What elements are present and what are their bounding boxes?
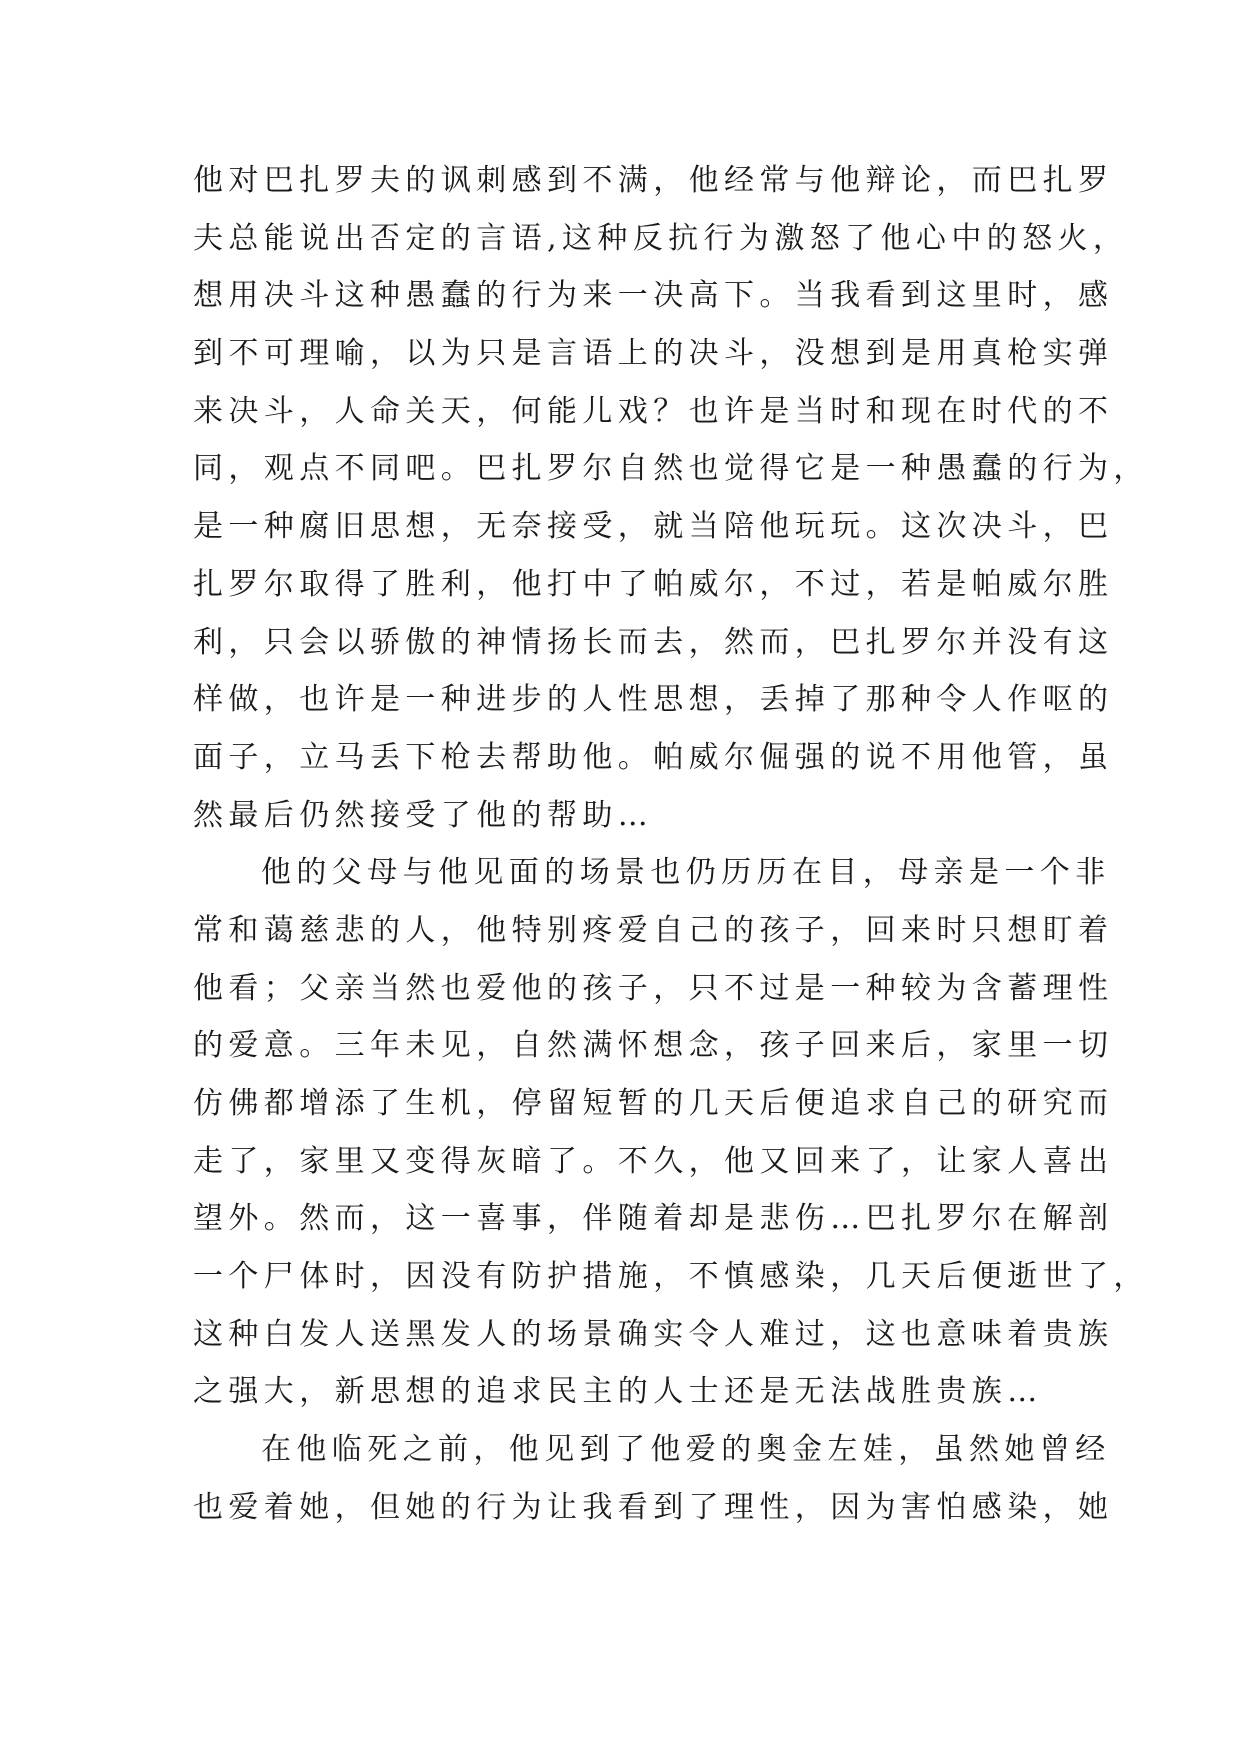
text-line: 同，观点不同吧。巴扎罗尔自然也觉得它是一种愚蠢的行为， [193,451,1149,487]
text-line: 也爱着她，但她的行为让我看到了理性，因为害怕感染，她 [193,1489,1114,1525]
text-line: 他看；父亲当然也爱他的孩子，只不过是一种较为含蓄理性 [193,970,1114,1006]
text-line: 利，只会以骄傲的神情扬长而去，然而，巴扎罗尔并没有这 [193,624,1114,660]
text-line: 一个尸体时，因没有防护措施，不慎感染，几天后便逝世了， [193,1259,1149,1295]
text-line: 仿佛都增添了生机，停留短暂的几天后便追求自己的研究而 [193,1086,1114,1121]
text-line: 然最后仍然接受了他的帮助… [193,797,654,833]
text-line: 他对巴扎罗夫的讽刺感到不满，他经常与他辩论，而巴扎罗 [193,163,1114,198]
text-line: 之强大，新思想的追求民主的人士还是无法战胜贵族… [193,1374,1043,1410]
text-line: 这种白发人送黑发人的场景确实令人难过，这也意味着贵族 [193,1316,1114,1352]
paragraph-start-line: 在他临死之前，他见到了他爱的奥金左娃，虽然她曾经 [261,1432,1111,1468]
text-line: 扎罗尔取得了胜利，他打中了帕威尔，不过，若是帕威尔胜 [193,566,1114,602]
text-line: 走了，家里又变得灰暗了。不久，他又回来了，让家人喜出 [193,1143,1114,1179]
text-line: 想用决斗这种愚蠢的行为来一决高下。当我看到这里时，感 [193,278,1114,314]
paragraph-start-line: 他的父母与他见面的场景也仍历历在目，母亲是一个非 [261,855,1111,891]
text-line: 常和蔼慈悲的人，他特别疼爱自己的孩子，回来时只想盯着 [193,912,1114,948]
body-text [193,152,1149,1537]
text-line: 样做，也许是一种进步的人性思想，丢掉了那种令人作呕的 [193,682,1114,718]
text-line: 面子，立马丢下枪去帮助他。帕威尔倔强的说不用他管，虽 [193,739,1114,775]
text-line: 是一种腐旧思想，无奈接受，就当陪他玩玩。这次决斗，巴 [193,509,1114,545]
text-line: 望外。然而，这一喜事，伴随着却是悲伤…巴扎罗尔在解剖 [193,1201,1114,1237]
text-line: 的爱意。三年未见，自然满怀想念，孩子回来后，家里一切 [193,1028,1114,1064]
text-line: 夫总能说出否定的言语,这种反抗行为激怒了他心中的怒火， [193,220,1129,256]
text-line: 到不可理喻，以为只是言语上的决斗，没想到是用真枪实弹 [193,336,1114,372]
text-line: 来决斗，人命关天，何能儿戏？也许是当时和现在时代的不 [193,393,1114,429]
